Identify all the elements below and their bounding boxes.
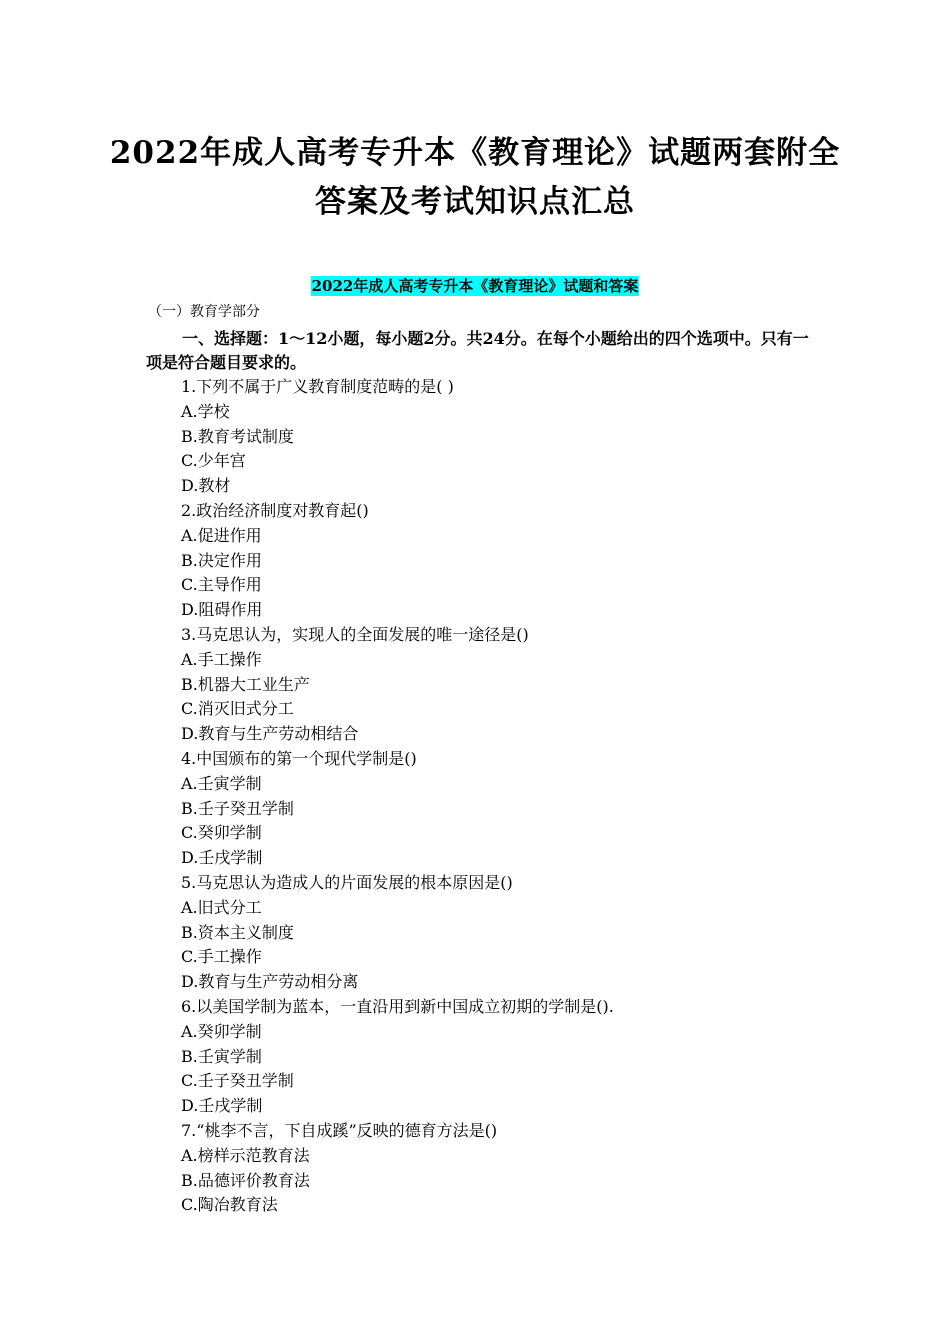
answer-option: A.壬寅学制 (181, 773, 262, 793)
answer-option: D.教育与生产劳动相分离 (181, 972, 359, 992)
answer-option: A.手工操作 (181, 649, 262, 669)
answer-option: C.陶冶教育法 (181, 1195, 278, 1215)
answer-option: C.手工操作 (181, 947, 262, 967)
answer-option: B.壬寅学制 (181, 1046, 262, 1066)
question-stem: 7.“桃李不言，下自成蹊”反映的德育方法是() (181, 1120, 498, 1140)
answer-option: D.壬戌学制 (181, 1096, 263, 1116)
answer-option: B.壬子癸丑学制 (181, 798, 294, 818)
answer-option: C.主导作用 (181, 575, 262, 595)
document-title-line-2: 答案及考试知识点汇总 (315, 184, 635, 220)
question-stem: 6.以美国学制为蓝本，一直沿用到新中国成立初期的学制是(). (181, 996, 614, 1016)
answer-option: A.榜样示范教育法 (181, 1145, 310, 1165)
question-stem: 1.下列不属于广义教育制度范畴的是( ) (181, 377, 454, 396)
section-heading: （一）教育学部分 (148, 304, 260, 320)
answer-option: B.教育考试制度 (181, 426, 294, 446)
question-instructions: 一、选择题：1～12小题，每小题2分。共24分。在每个小题给出的四个选项中。只有一项是符合题目要求的。 (146, 329, 809, 372)
answer-option: D.壬戌学制 (181, 848, 263, 868)
answer-option: D.教材 (181, 476, 231, 496)
question-stem: 3.马克思认为，实现人的全面发展的唯一途径是() (181, 624, 529, 644)
subtitle-container (0, 276, 950, 296)
highlighted-subtitle: 2022年成人高考专升本《教育理论》试题和答案 (311, 277, 639, 295)
document-title-line-1: 2022年成人高考专升本《教育理论》试题两套附全 (109, 135, 841, 171)
answer-option: A.学校 (181, 401, 230, 421)
answer-option: B.决定作用 (181, 550, 262, 570)
answer-option: A.癸卯学制 (181, 1021, 262, 1041)
answer-option: B.机器大工业生产 (181, 674, 310, 694)
question-stem: 5.马克思认为造成人的片面发展的根本原因是() (181, 872, 513, 892)
answer-option: A.促进作用 (181, 525, 262, 545)
question-list (181, 375, 614, 1218)
question-stem: 4.中国颁布的第一个现代学制是() (181, 748, 417, 768)
answer-option: C.消灭旧式分工 (181, 699, 294, 719)
question-stem: 2.政治经济制度对教育起() (181, 500, 369, 520)
answer-option: B.资本主义制度 (181, 922, 294, 942)
answer-option: D.阻碍作用 (181, 600, 263, 620)
answer-option: D.教育与生产劳动相结合 (181, 724, 359, 744)
answer-option: C.壬子癸丑学制 (181, 1071, 294, 1091)
answer-option: A.旧式分工 (181, 897, 262, 917)
answer-option: C.少年宫 (181, 451, 246, 471)
answer-option: B.品德评价教育法 (181, 1170, 310, 1190)
answer-option: C.癸卯学制 (181, 823, 262, 843)
